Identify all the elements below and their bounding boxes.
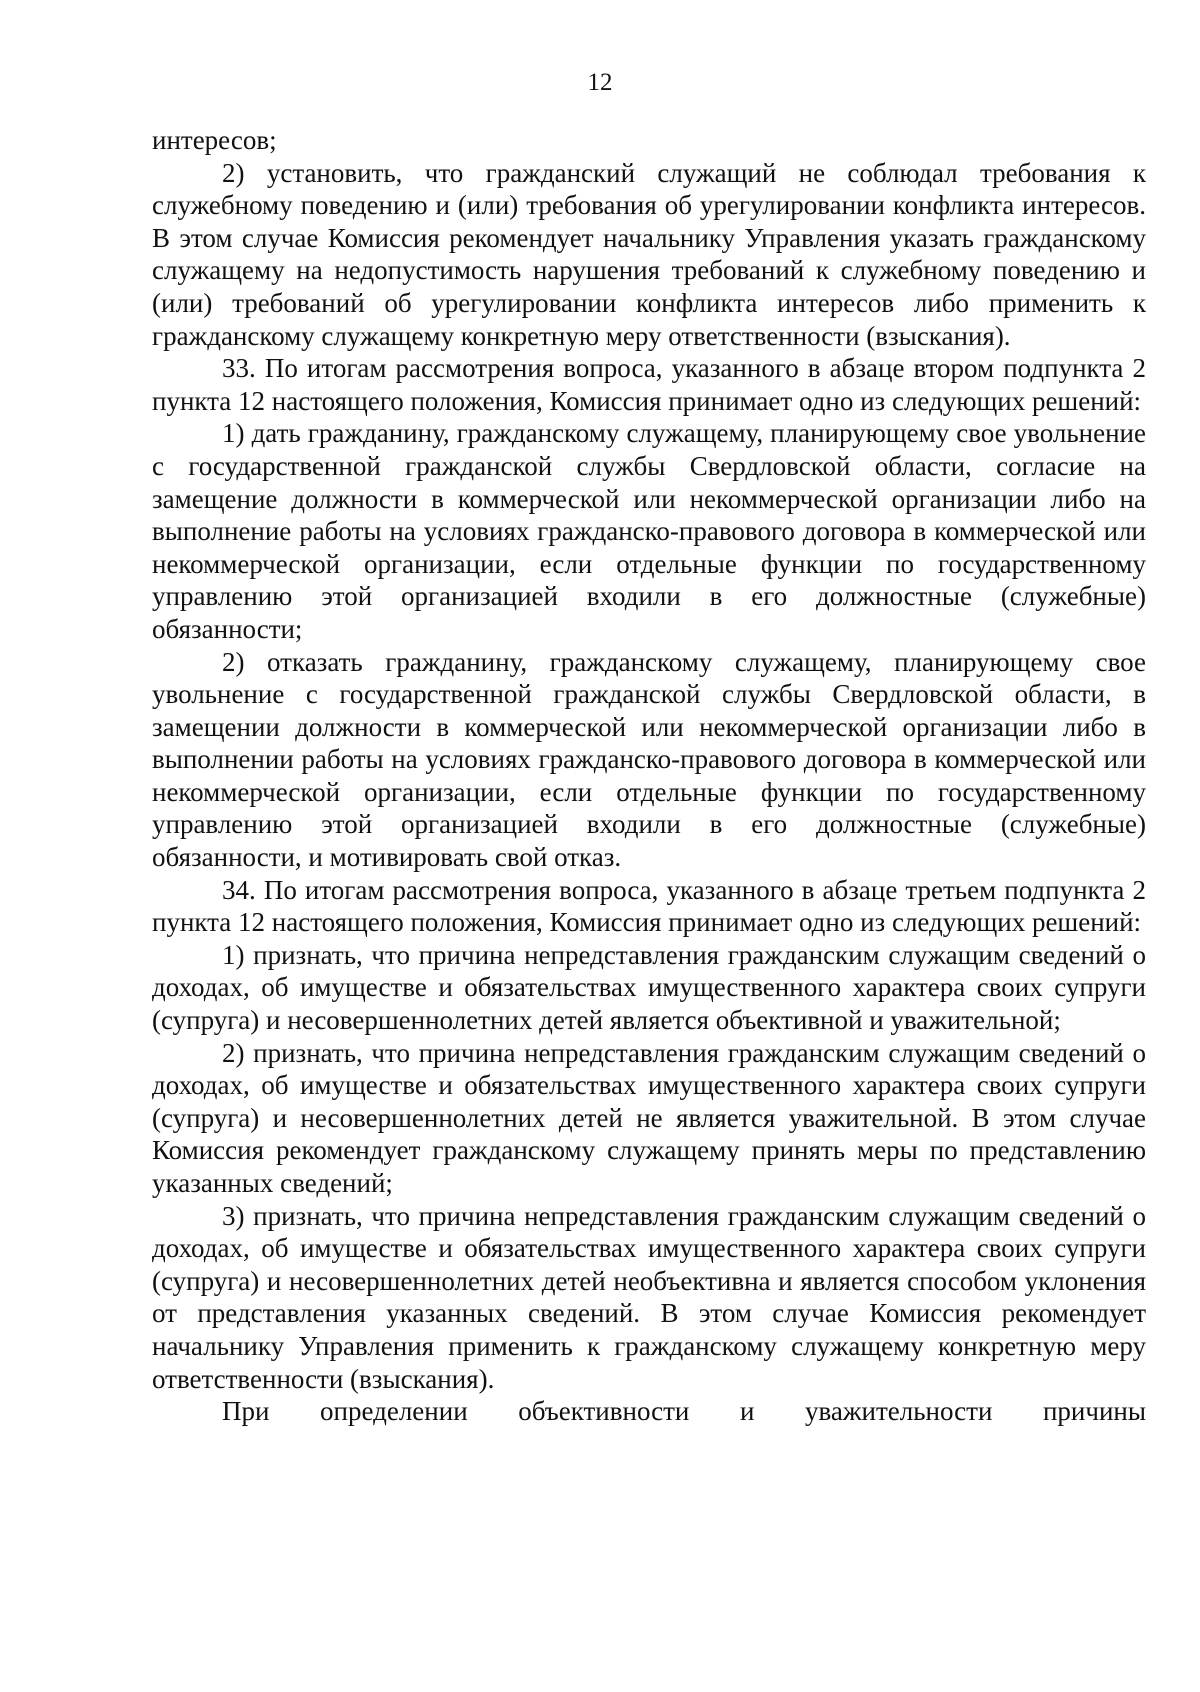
paragraph-final-incomplete: При определении объективности и уважительности причины <box>222 1396 1146 1427</box>
paragraph-item-34-1: 1) признать, что причина непредставления гражданским служащим сведений о доходах, об имуществе и обязательствах имущественного характера своих супруги (супруга) и несовершеннолетних детей является объективной и уважительной; <box>152 939 1146 1036</box>
paragraph-continuation: интересов; <box>152 125 277 155</box>
paragraph-item-34-3: 3) признать, что причина непредставления гражданским служащим сведений о доходах, об имуществе и обязательствах имущественного характера своих супруги (супруга) и несовершеннолетних детей необъективна и является способом уклонения от представления указанных сведений. В этом случае Комиссия рекомендует начальнику Управления применить к гражданскому служащему конкретную меру ответственности (взыскания). <box>152 1200 1146 1394</box>
paragraph-item-33: 33. По итогам рассмотрения вопроса, указанного в абзаце втором подпункта 2 пункта 12 настоящего положения, Комиссия принимает одно из следующих решений: <box>152 353 1146 416</box>
page-number: 12 <box>587 69 613 96</box>
paragraph-item-32-2: 2) установить, что гражданский служащий не соблюдал требования к служебному поведению и (или) требования об урегулировании конфликта интересов. В этом случае Комиссия рекомендует начальнику Управления указать гражданскому служащему на недопустимость нарушения требований к служебному поведению и (или) требований об урегулировании конфликта интересов либо применить к гражданскому служащему конкретную меру ответственности (взыскания). <box>152 157 1146 351</box>
paragraph-item-33-2: 2) отказать гражданину, гражданскому служащему, планирующему свое увольнение с государственной гражданской службы Свердловской области, в замещении должности в коммерческой или некоммерческой организации либо в выполнении работы на условиях гражданско-правового договора в коммерческой или некоммерческой организации, если отдельные функции по государственному управлению этой организацией входили в его должностные (служебные) обязанности, и мотивировать свой отказ. <box>152 646 1146 873</box>
paragraph-item-33-1: 1) дать гражданину, гражданскому служащему, планирующему свое увольнение с государственной гражданской службы Свердловской области, согласие на замещение должности в коммерческой или некоммерческой организации либо на выполнение работы на условиях гражданско-правового договора в коммерческой или некоммерческой организации, если отдельные функции по государственному управлению этой организацией входили в его должностные (служебные) обязанности; <box>152 418 1146 644</box>
document-body <box>152 124 1146 1428</box>
paragraph-item-34-2: 2) признать, что причина непредставления гражданским служащим сведений о доходах, об имуществе и обязательствах имущественного характера своих супруги (супруга) и несовершеннолетних детей не является уважительной. В этом случае Комиссия рекомендует гражданскому служащему принять меры по представлению указанных сведений; <box>152 1037 1146 1198</box>
paragraph-item-34: 34. По итогам рассмотрения вопроса, указанного в абзаце третьем подпункта 2 пункта 12 настоящего положения, Комиссия принимает одно из следующих решений: <box>152 874 1146 938</box>
